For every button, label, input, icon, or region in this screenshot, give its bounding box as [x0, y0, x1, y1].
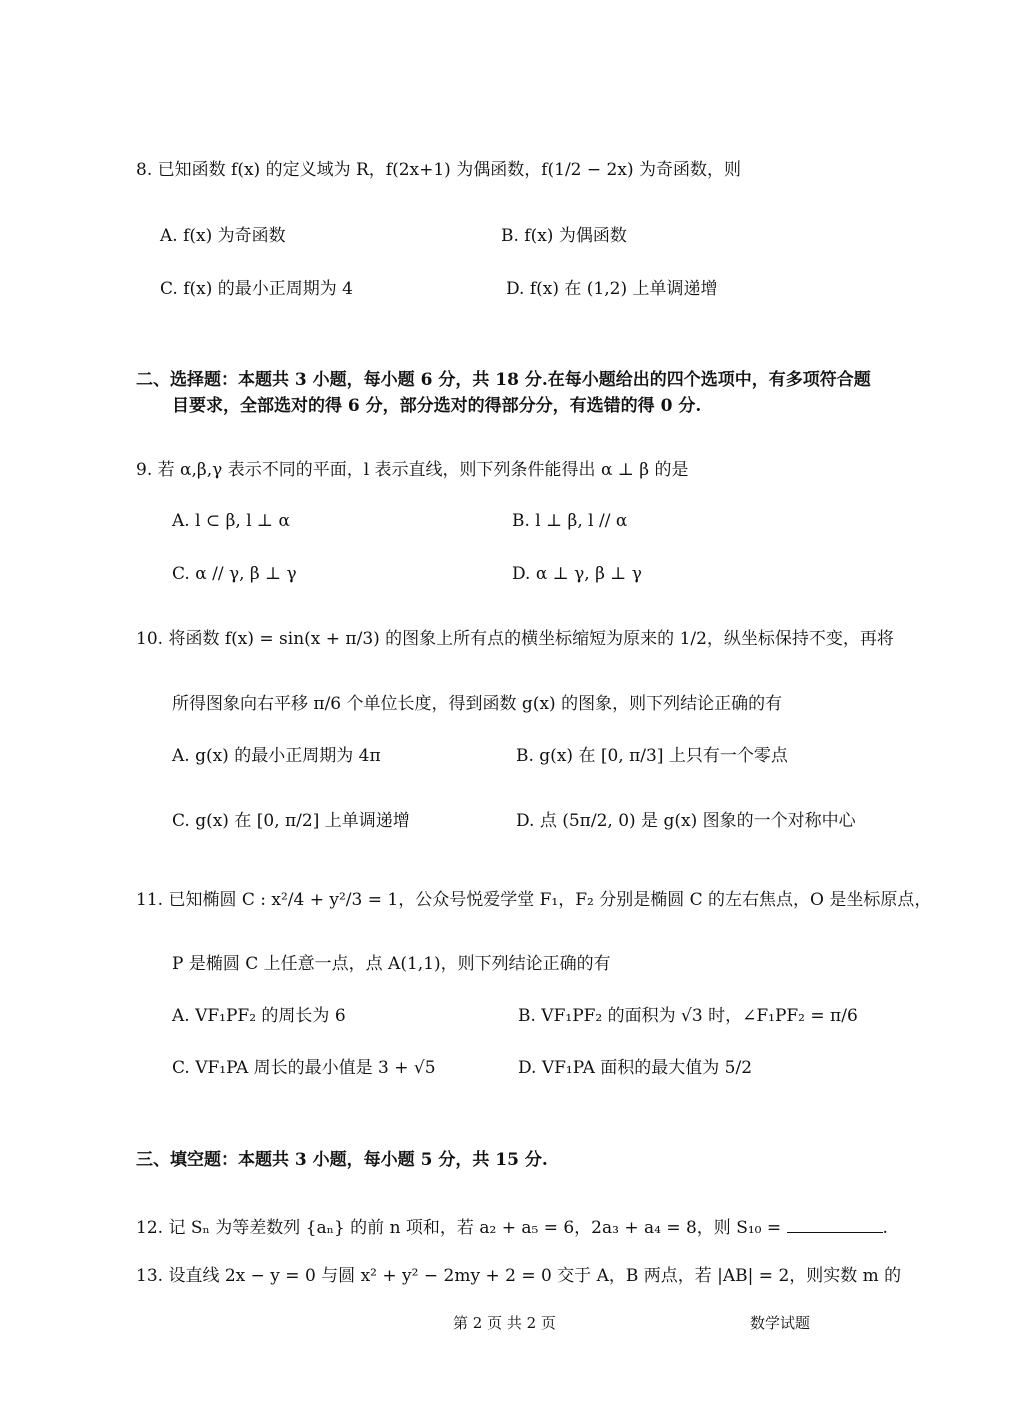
q10-option-c: C. g(x) 在 [0, π/2] 上单调递增 [172, 811, 410, 831]
q9-option-b: B. l ⊥ β, l // α [512, 511, 628, 531]
q8-stem: 8. 已知函数 f(x) 的定义域为 R，f(2x+1) 为偶函数，f(1/2 − 2x) 为奇函数，则 [136, 160, 741, 180]
section2-heading-line2: 目要求，全部选对的得 6 分，部分选对的得部分分，有选错的得 0 分. [172, 396, 702, 416]
q10-stem-line1: 10. 将函数 f(x) = sin(x + π/3) 的图象上所有点的横坐标缩短为原来的 1/2，纵坐标保持不变，再将 [136, 629, 894, 649]
q12-stem: 12. 记 Sₙ 为等差数列 {aₙ} 的前 n 项和，若 a₂ + a₅ = 6，2a₃ + a₄ = 8，则 S₁₀ = [136, 1218, 782, 1238]
section2-heading-line1: 二、选择题：本题共 3 小题，每小题 6 分，共 18 分.在每小题给出的四个选项中，有多项符合题 [136, 370, 871, 390]
q10-option-a: A. g(x) 的最小正周期为 4π [172, 746, 381, 766]
q12-line [136, 1216, 888, 1237]
q12-answer-blank[interactable] [787, 1216, 883, 1233]
q10-option-b: B. g(x) 在 [0, π/3] 上只有一个零点 [516, 746, 788, 766]
q10-option-d: D. 点 (5π/2, 0) 是 g(x) 图象的一个对称中心 [516, 811, 856, 831]
subject-label: 数学试题 [750, 1314, 811, 1332]
q11-option-b: B. VF₁PF₂ 的面积为 √3 时，∠F₁PF₂ = π/6 [518, 1006, 858, 1026]
q11-option-c: C. VF₁PA 周长的最小值是 3 + √5 [172, 1058, 436, 1078]
q9-stem: 9. 若 α,β,γ 表示不同的平面，l 表示直线，则下列条件能得出 α ⊥ β 的是 [136, 460, 689, 480]
q11-stem-line2: P 是椭圆 C 上任意一点，点 A(1,1)，则下列结论正确的有 [172, 954, 611, 974]
q11-stem-line1: 11. 已知椭圆 C : x²/4 + y²/3 = 1，公众号悦爱学堂 F₁，F₂ 分别是椭圆 C 的左右焦点，O 是坐标原点， [136, 890, 932, 910]
q11-option-d: D. VF₁PA 面积的最大值为 5/2 [518, 1058, 753, 1078]
q8-option-d: D. f(x) 在 (1,2) 上单调递增 [506, 279, 718, 299]
q9-option-c: C. α // γ, β ⊥ γ [172, 564, 297, 584]
q8-option-b: B. f(x) 为偶函数 [501, 226, 627, 246]
page-number: 第 2 页 共 2 页 [453, 1314, 556, 1332]
q8-option-a: A. f(x) 为奇函数 [160, 226, 286, 246]
q11-option-a: A. VF₁PF₂ 的周长为 6 [172, 1006, 346, 1026]
q8-option-c: C. f(x) 的最小正周期为 4 [160, 279, 353, 299]
section3-heading: 三、填空题：本题共 3 小题，每小题 5 分，共 15 分. [136, 1150, 548, 1170]
q9-option-a: A. l ⊂ β, l ⊥ α [172, 511, 290, 531]
q10-stem-line2: 所得图象向右平移 π/6 个单位长度，得到函数 g(x) 的图象，则下列结论正确的有 [172, 694, 783, 714]
q9-option-d: D. α ⊥ γ, β ⊥ γ [512, 564, 642, 584]
q12-tail: . [882, 1218, 888, 1238]
q13-stem: 13. 设直线 2x − y = 0 与圆 x² + y² − 2my + 2 = 0 交于 A，B 两点，若 |AB| = 2，则实数 m 的 [136, 1266, 902, 1286]
